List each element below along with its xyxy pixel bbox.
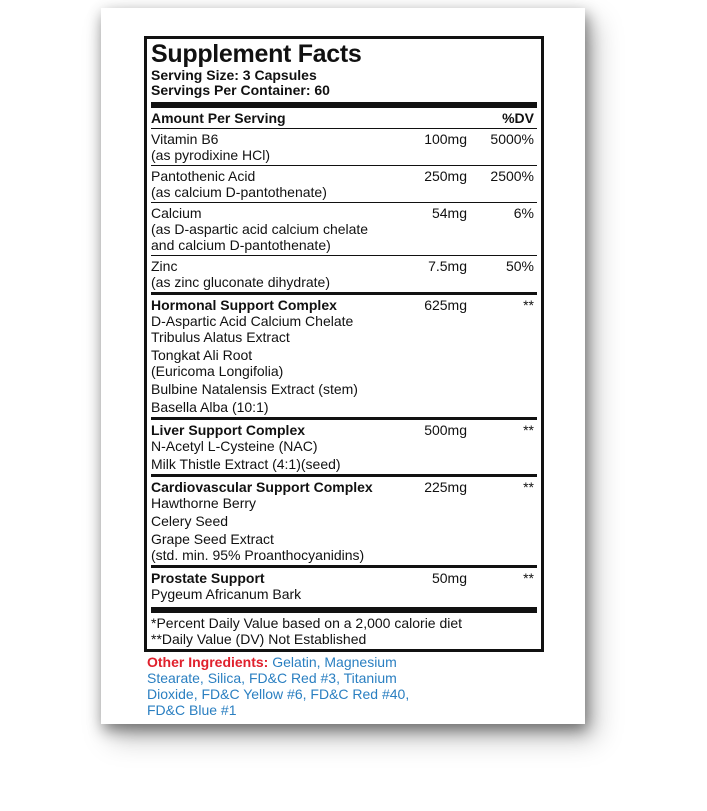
other-ingredients-text: Gelatin, Magnesium Stearate, Silica, FD&C Red #3, Titanium Dioxide, FD&C Yellow #6, FD&C Red #40, FD&C Blue #1 (147, 654, 410, 718)
complex-name: Hormonal Support Complex (151, 297, 337, 313)
complex-dv: ** (523, 297, 534, 313)
nutrient-name: Vitamin B6 (151, 131, 219, 147)
complex-name: Cardiovascular Support Complex (151, 479, 373, 495)
complex-ingredient: Milk Thistle Extract (4:1)(seed) (151, 456, 341, 472)
nutrient-dv: 5000% (490, 131, 534, 147)
label-card (101, 8, 585, 724)
complex-ingredient: Celery Seed (151, 513, 229, 529)
complex-ingredient: Bulbine Natalensis Extract (stem) (151, 381, 358, 397)
nutrient-source: (as D-aspartic acid calcium chelate (151, 221, 369, 237)
complex-row-liver (151, 420, 537, 474)
nutrient-source: (as pyrodixine HCl) (151, 147, 271, 163)
nutrient-amount: 100mg (424, 131, 467, 147)
amount-header: Amount Per Serving (151, 110, 286, 126)
complex-row-prostate (151, 568, 537, 604)
complex-name: Liver Support Complex (151, 422, 306, 438)
complex-dv: ** (523, 479, 534, 495)
complex-amount: 625mg (424, 297, 467, 313)
other-ingredients-label: Other Ingredients: (147, 654, 269, 670)
complex-ingredient: Tribulus Alatus Extract (151, 329, 290, 345)
complex-ingredient: (std. min. 95% Proanthocyanidins) (151, 547, 365, 563)
nutrient-name: Pantothenic Acid (151, 168, 256, 184)
complex-name: Prostate Support (151, 570, 265, 586)
complex-ingredient: N-Acetyl L-Cysteine (NAC) (151, 438, 318, 454)
complex-row-hormonal (151, 295, 537, 417)
footnotes (151, 613, 537, 647)
complex-ingredient: Hawthorne Berry (151, 495, 257, 511)
servings-per-container: Servings Per Container: 60 (151, 82, 330, 98)
complex-ingredient: Pygeum Africanum Bark (151, 586, 302, 602)
nutrient-name: Calcium (151, 205, 202, 221)
complex-row-cardiovascular (151, 477, 537, 565)
nutrient-amount: 7.5mg (428, 258, 467, 274)
nutrient-source: (as calcium D-pantothenate) (151, 184, 327, 200)
nutrient-source: (as zinc gluconate dihydrate) (151, 274, 330, 290)
nutrient-dv: 50% (505, 258, 534, 274)
complex-amount: 500mg (424, 422, 467, 438)
nutrient-dv: 2500% (490, 168, 534, 184)
nutrient-row-vitamin-b6 (151, 129, 537, 165)
other-ingredients (147, 654, 447, 718)
nutrient-source-cont: and calcium D-pantothenate) (151, 237, 331, 253)
complex-ingredient: Basella Alba (10:1) (151, 399, 269, 415)
supplement-facts-panel (144, 36, 544, 652)
complex-dv: ** (523, 422, 534, 438)
complex-ingredient: (Euricoma Longifolia) (151, 363, 284, 379)
nutrient-row-pantothenic-acid (151, 166, 537, 202)
complex-amount: 50mg (431, 570, 467, 586)
serving-size: Serving Size: 3 Capsules (151, 67, 317, 83)
complex-ingredient: Tongkat Ali Root (151, 347, 253, 363)
complex-amount: 225mg (424, 479, 467, 495)
footnote-dv: *Percent Daily Value based on a 2,000 calorie diet (151, 615, 463, 631)
complex-dv: ** (523, 570, 534, 586)
nutrient-amount: 250mg (424, 168, 467, 184)
nutrient-dv: 6% (513, 205, 534, 221)
complex-ingredient: D-Aspartic Acid Calcium Chelate (151, 313, 354, 329)
footnote-dv-not-established: **Daily Value (DV) Not Established (151, 631, 367, 647)
dv-header: %DV (502, 110, 534, 126)
nutrient-row-zinc (151, 256, 537, 292)
nutrient-name: Zinc (151, 258, 178, 274)
complex-ingredient: Grape Seed Extract (151, 531, 274, 547)
panel-title: Supplement Facts (151, 40, 362, 68)
column-header (151, 108, 537, 128)
nutrient-row-calcium (151, 203, 537, 255)
nutrient-amount: 54mg (431, 205, 467, 221)
